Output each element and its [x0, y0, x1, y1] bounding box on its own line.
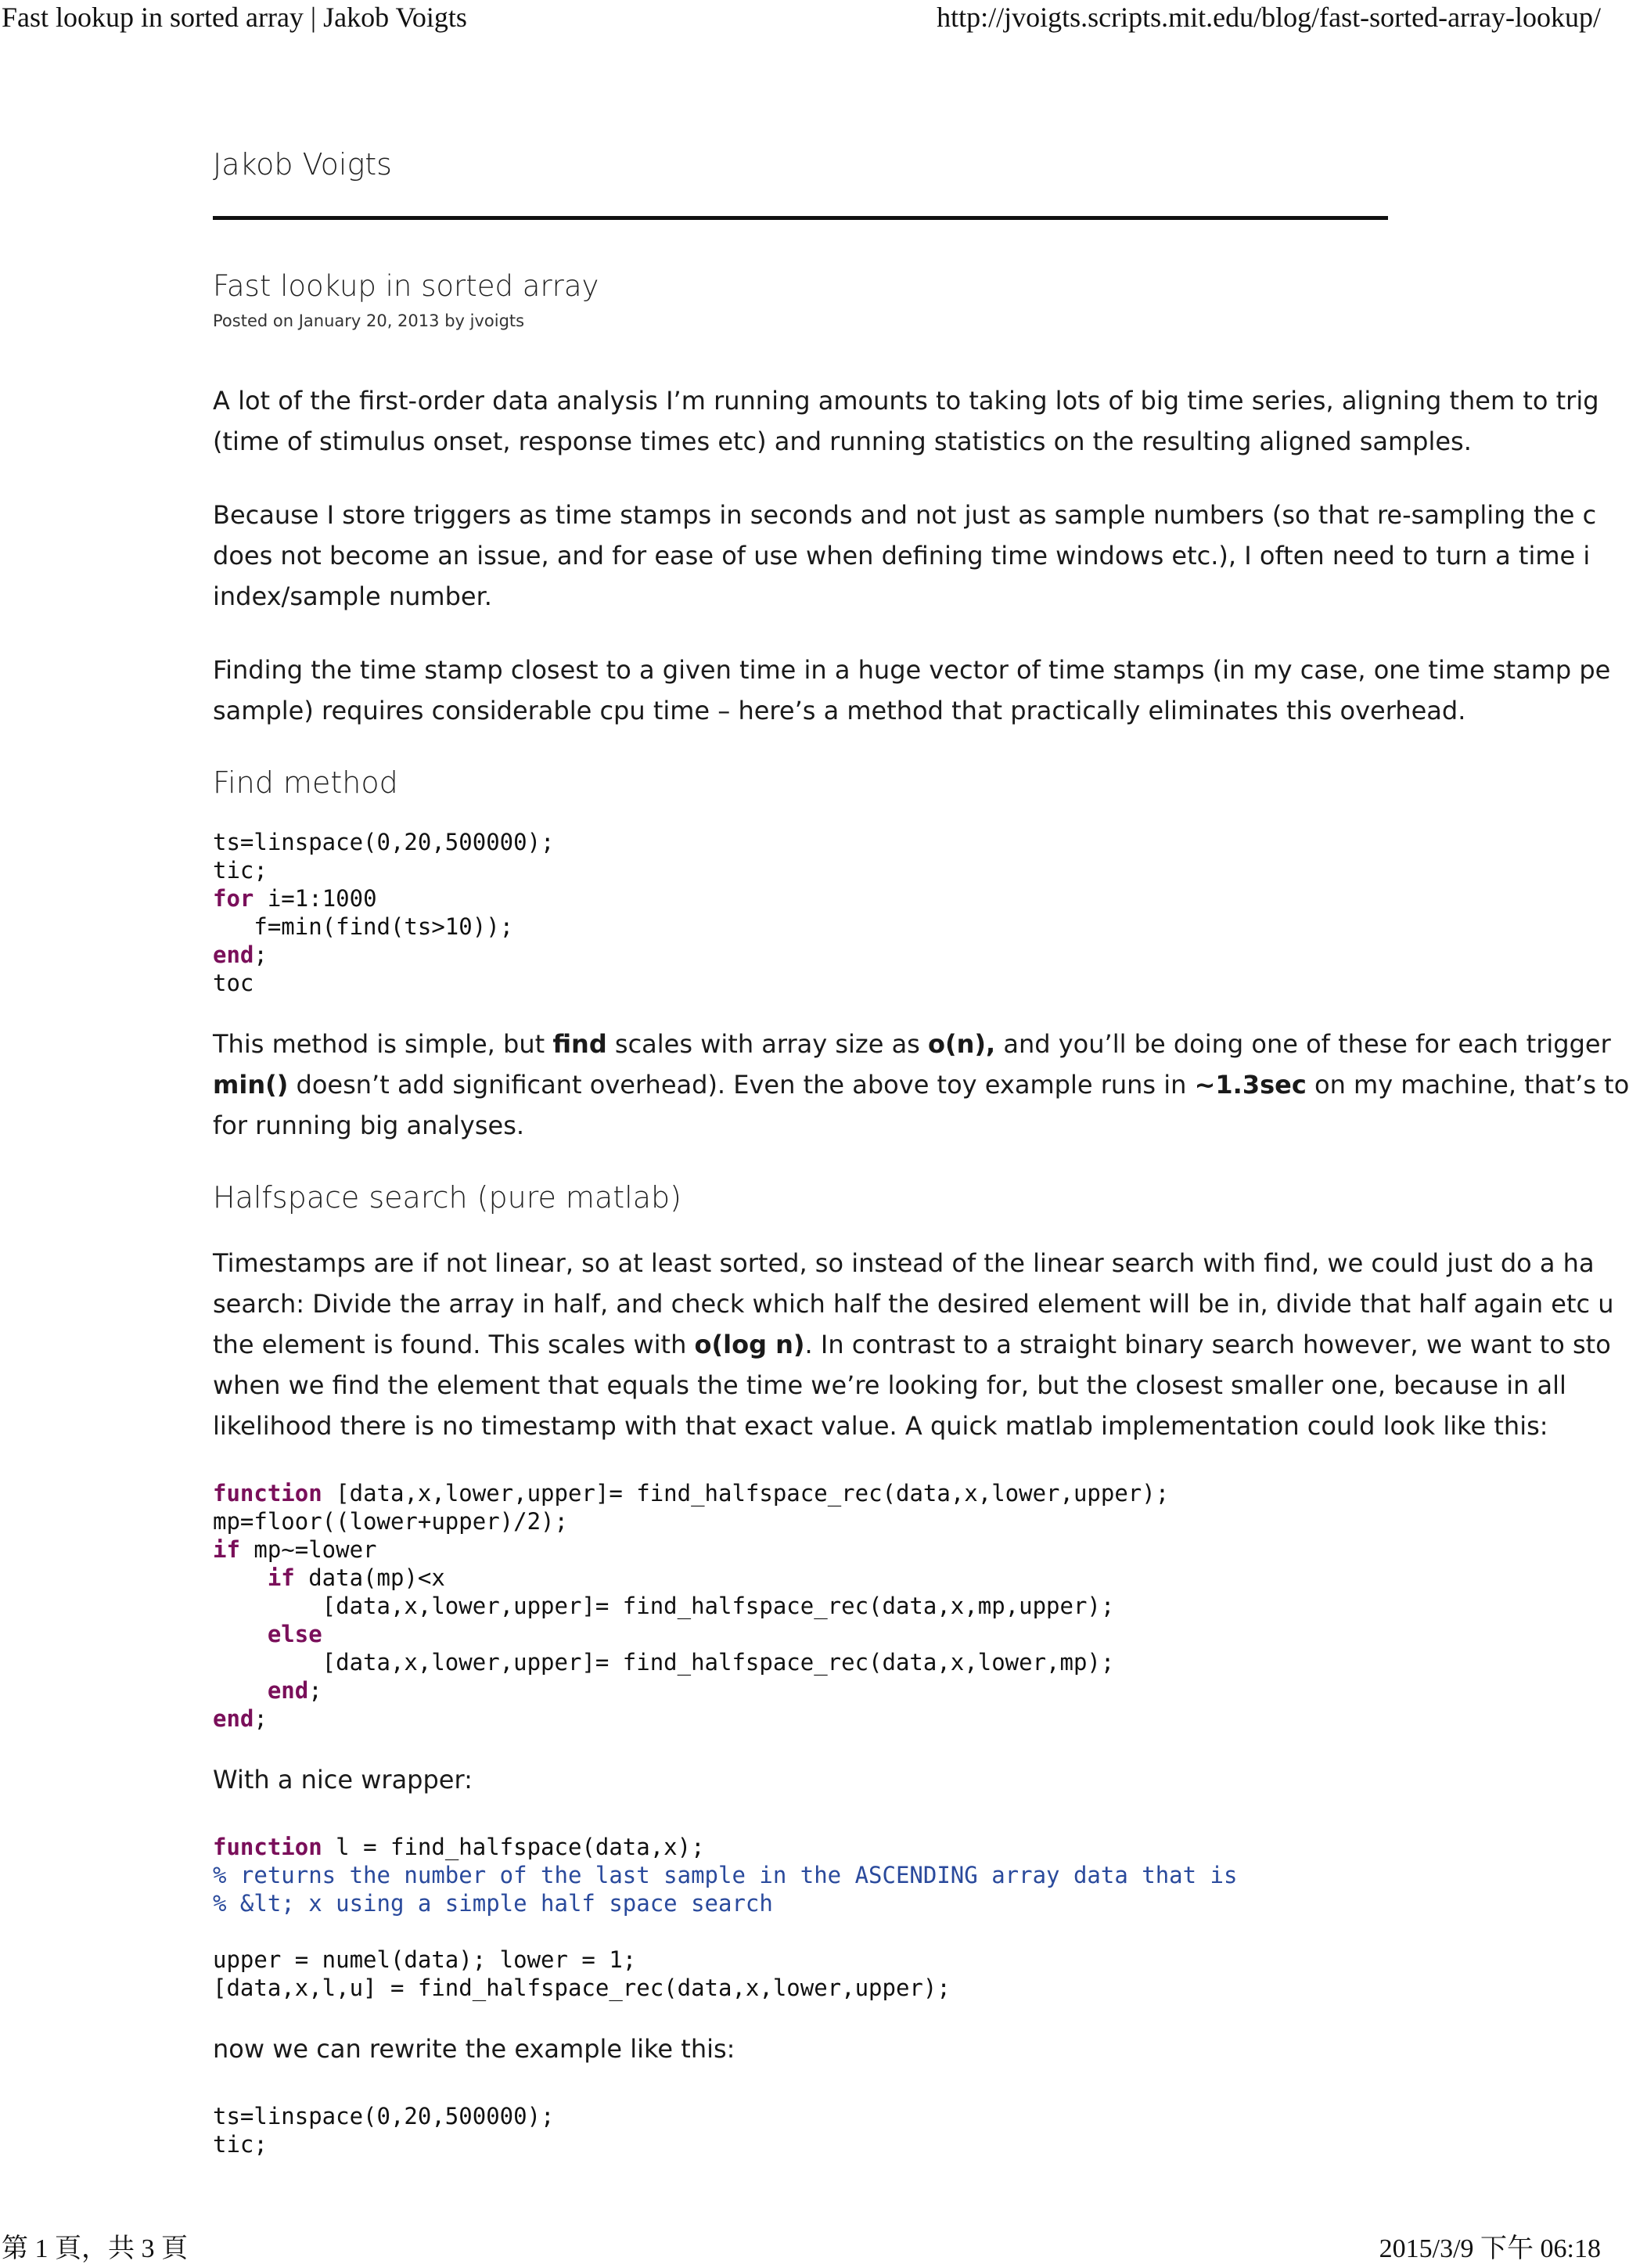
paragraph-intro: A lot of the first-order data analysis I’m running amounts to taking lots of big time series, aligning them to trig (time of stimulus onset, response times etc) and running statistics on the resulting aligned samples. — [213, 386, 1599, 456]
print-footer-page: 第 1 頁，共 3 頁 — [2, 2234, 188, 2263]
post-title: Fast lookup in sorted array — [213, 269, 599, 303]
author-link[interactable]: jvoigts — [469, 311, 525, 330]
print-footer-datetime: 2015/3/9 下午 06:18 — [1379, 2234, 1601, 2263]
code-rewrite-example: ts=linspace(0,20,500000); tic; — [213, 2103, 555, 2158]
paragraph-problem: Finding the time stamp closest to a given time in a huge vector of time stamps (in my case, one time stamp pe sample) requires considerable cpu time – here’s a method that practically eliminates this overhead. — [213, 655, 1611, 725]
heading-halfspace: Halfspace search (pure matlab) — [213, 1180, 681, 1215]
print-header-title: Fast lookup in sorted array | Jakob Voigts — [2, 2, 467, 33]
paragraph-wrapper: With a nice wrapper: — [213, 1765, 473, 1795]
page-content — [213, 0, 1629, 2223]
paragraph-triggers: Because I store triggers as time stamps in seconds and not just as sample numbers (so that re-sampling the c does not become an issue, and for ease of use when defining time windows etc.), I often need to turn a time i index/sample number. — [213, 500, 1597, 611]
code-find-method: ts=linspace(0,20,500000); tic; for i=1:1000 f=min(find(ts>10)); end; toc — [213, 829, 555, 996]
post-meta: Posted on January 20, 2013 by jvoigts — [213, 311, 525, 330]
code-halfspace-wrapper: function l = find_halfspace(data,x); % returns the number of the last sample in the ASCENDING array data that is % &lt; x using a simple half space search upper = numel(data); lower = 1; [data,x,l,u] = find_halfspace_rec(data,x,lower,upper); — [213, 1834, 1238, 2001]
paragraph-find-cost: This method is simple, but find scales with array size as o(n), and you’ll be doing one of these for each trigger min() doesn’t add significant overhead). Even the above toy example runs in ~1.3sec on my machine, that’s to for running big analyses. — [213, 1029, 1629, 1140]
post-body — [213, 380, 1629, 2185]
heading-find-method: Find method — [213, 765, 398, 800]
code-halfspace-rec: function [data,x,lower,upper]= find_halfspace_rec(data,x,lower,upper); mp=floor((lower+upper)/2); if mp~=lower if data(mp)<x [data,x,lower,upper]= find_halfspace_rec(data,x,mp,upper); else [data,x,lower,upper]= find_halfspace_rec(data,x,lower,mp); end; end; — [213, 1480, 1170, 1732]
print-header-url: http://jvoigts.scripts.mit.edu/blog/fast-sorted-array-lookup/ — [937, 2, 1601, 33]
header-divider — [213, 216, 1388, 220]
paragraph-rewrite: now we can rewrite the example like this: — [213, 2034, 735, 2064]
site-title[interactable]: Jakob Voigts — [213, 147, 392, 182]
post-date-link[interactable]: January 20, 2013 — [298, 311, 440, 330]
paragraph-halfspace: Timestamps are if not linear, so at least sorted, so instead of the linear search with find, we could just do a ha search: Divide the array in half, and check which half the desired element will be in, divide that half again etc u the element is found. This scales with o(log n). In contrast to a straight binary search however, we want to sto when we find the element that equals the time we’re looking for, but the closest smaller one, because in all likelihood there is no timestamp with that exact value. A quick matlab implementation could look like this: — [213, 1248, 1614, 1441]
